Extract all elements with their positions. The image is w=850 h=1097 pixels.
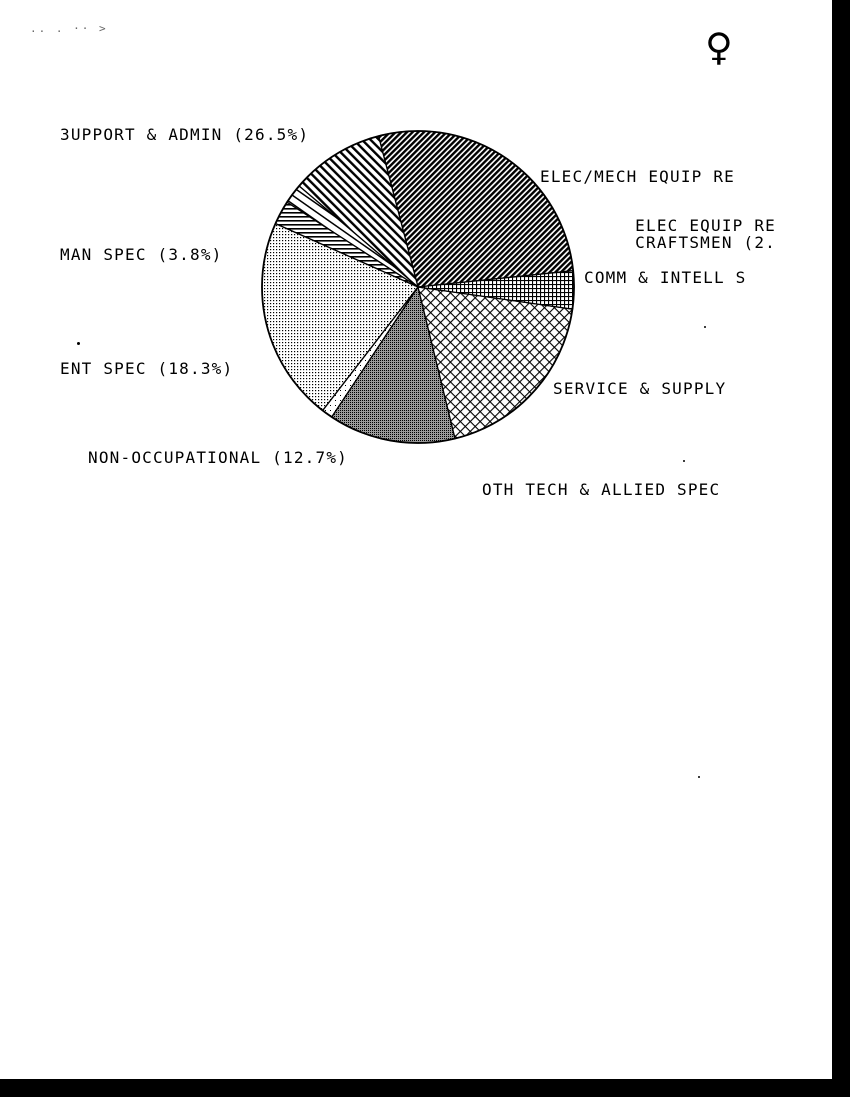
label-elec-equip-line1: ELEC EQUIP RE — [635, 216, 776, 235]
scan-speck — [704, 326, 706, 328]
page-border-right — [832, 0, 850, 1097]
female-symbol-icon: ♀ — [705, 25, 733, 69]
label-elec-mech-equip: ELEC/MECH EQUIP RE — [540, 167, 735, 186]
label-oth-tech: OTH TECH & ALLIED SPEC — [482, 480, 721, 499]
label-non-occupational: NON-OCCUPATIONAL (12.7%) — [88, 448, 348, 467]
label-elec-equip-line2: CRAFTSMEN (2. — [635, 233, 776, 252]
label-support-admin: ЗUPPORT & ADMIN (26.5%) — [60, 125, 310, 144]
label-ent-spec: ENT SPEC (18.3%) — [60, 359, 234, 378]
label-comm-intell: COMM & INTELL S — [584, 268, 747, 287]
scan-speck — [77, 342, 80, 345]
scan-speck — [683, 460, 685, 462]
pie-slices — [262, 131, 574, 443]
label-service-supply: SERVICE & SUPPLY — [553, 379, 727, 398]
corner-specks: .. . ·· > — [30, 22, 108, 35]
label-man-spec: MAN SPEC (3.8%) — [60, 245, 223, 264]
page-border-bottom — [0, 1079, 850, 1097]
scan-speck — [698, 776, 700, 778]
